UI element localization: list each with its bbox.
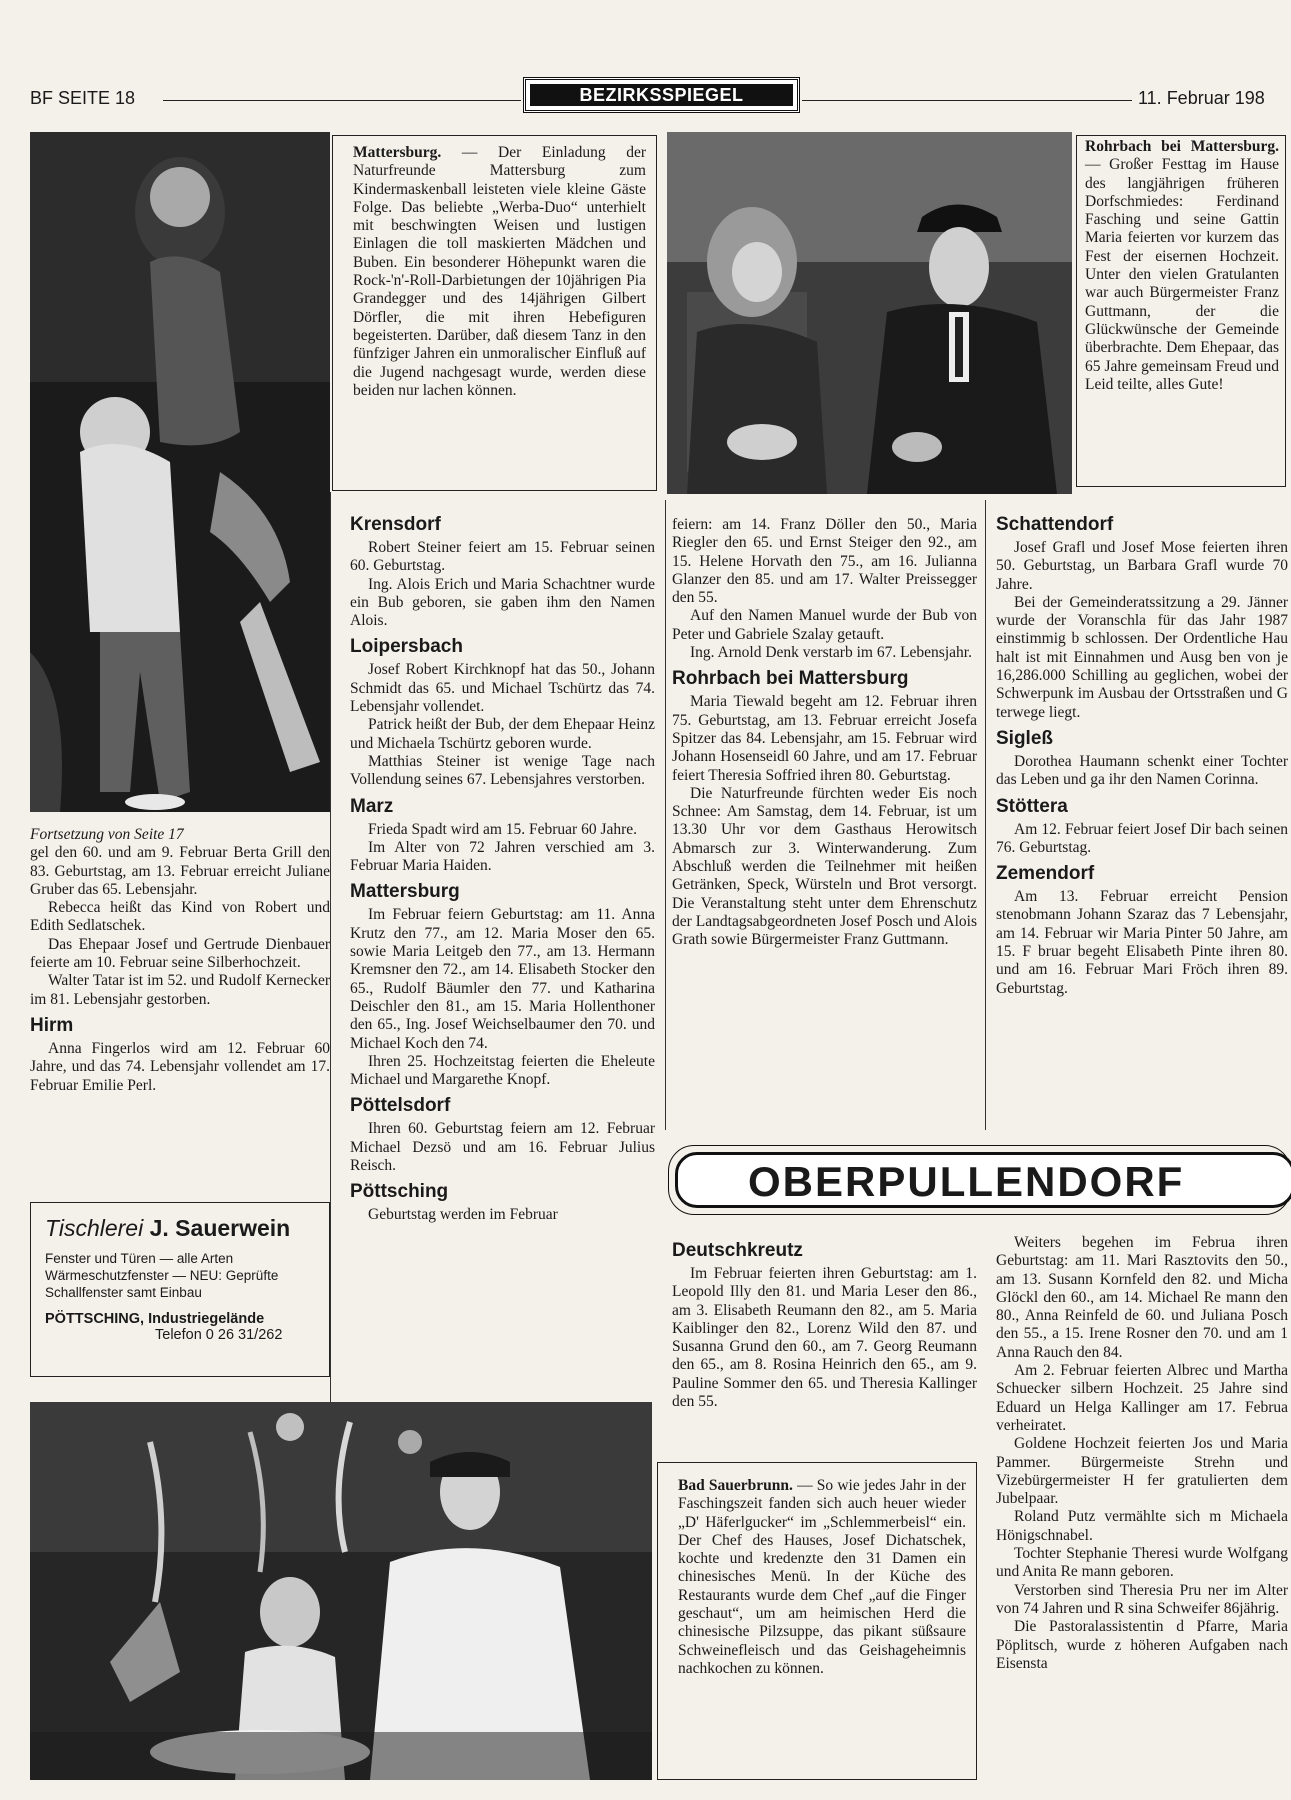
left-paragraph: Walter Tatar ist im 52. und Rudolf Kernecker im 81. Lebensjahr gestorben.	[30, 972, 330, 1008]
right-bottom-para: Goldene Hochzeit feierten Jos und Maria Pammer. Bürgermeiste Strehn und Vizebürgermeister H fer gratulierten dem Jubelpaar.	[996, 1435, 1288, 1508]
mattersburg-body: — Der Einladung der Naturfreunde Mattersburg zum Kindermaskenball leisteten viele kleine Gäste Folge. Das beliebte „Werba-Duo“ unterhielt mit beschwingten Weisen und lustigen Einlagen die toll maskierten Mädchen und Buben. Ein besonderer Höhepunkt waren die Rock-'n'-Roll-Darbietungen der 10jährigen Pia Grandegger und des 14jährigen Gilbert Dörfler, die mit ihren Hebefiguren begeisterten. Darüber, daß diesem Tanz in den fünfziger Jahren ein unmoralischer Einfluß auf die Jugend nachgesagt wurde, werden diese beiden nur lachen können.	[353, 144, 646, 399]
rohrbach-body: — Großer Festtag im Hause des langjährigen früheren Dorfschmiedes: Ferdinand Fasching und seine Gattin Maria feierten vor kurzem das Fest der eisernen Hochzeit. Unter den vielen Gratulanten war auch Bürgermeister Franz Guttmann, der die Glückwünsche der Gemeinde überbrachte. Dem Ehepaar, das 65 Jahre gemeinsam Freud und Leid teilte, alles Gute!	[1085, 156, 1279, 393]
heading-poettsching: Pöttsching	[350, 1181, 449, 1203]
heading-schattendorf: Schattendorf	[996, 514, 1114, 535]
mattersburg-lead: Mattersburg.	[353, 144, 442, 161]
ad-title-bold: J. Sauerwein	[149, 1215, 291, 1241]
region-banner: OBERPULLENDORF	[675, 1152, 1291, 1208]
right-bottom-para: Verstorben sind Theresia Pru ner im Alter von 74 Jahren und R sina Schweifer 86jährig.	[996, 1581, 1288, 1617]
deutschkreutz-text: Im Februar feierten ihren Geburtstag: am 1. Leopold Illy den 81. und Maria Leser den 86., am 3. Elisabeth Reumann den 82., am 5. Maria Kaiblinger den 82., Lorenz Wild den 87. und Susanna Grund den 60., am 7. Georg Reumann den 65., am 8. Rosina Heinrich den 65., am 9. Pauline Sommer den 65. und Theresia Kallinger den 55.	[672, 1265, 977, 1411]
poettsching-para: Geburtstag werden im Februar	[368, 1206, 558, 1224]
bad-sauerbrunn-body: — So wie jedes Jahr in der Faschingszeit fanden sich auch heuer wieder „D' Häferlgucker“ im „Schlemmerbeisl“ ein. Der Chef des Hauses, Josef Dichatschek, kochte und kredenzte den 31 Damen ein chinesisches Menü. In der Küche des Restaurants wurde dem Chef „auf die Finger geschaut“, um am heimischen Herd die chinesische Pilzsuppe, das pikant süßsaure Schweinefleisch und das Geishageheimnis nachkochen zu können.	[678, 1477, 966, 1677]
heading-mattersburg: Mattersburg	[350, 881, 460, 903]
column-divider	[985, 500, 986, 1130]
right-bottom-para: Weiters begehen im Februa ihren Geburtstag: am 11. Mari Rasztovits den 50., am 13. Susann Kornfeld den 82. und Micha Glöckl den 60., am 14. Michael Re mann den 80., Anna Reinfeld de 60. und Juliana Posch den 55., a 15. Irene Rosner den 70. und am 1 Anna Rauch den 84.	[996, 1234, 1288, 1361]
heading-deutschkreutz: Deutschkreutz	[672, 1240, 803, 1261]
mattersburg-para: Ihren 25. Hochzeitstag feierten die Eheleute Michael und Margarethe Knopf.	[350, 1052, 655, 1089]
heading-zemendorf: Zemendorf	[996, 863, 1095, 885]
rohrbach-para: Maria Tiewald begeht am 12. Februar ihren 75. Geburtstag, am 13. Februar erreicht Josefa Spitzer das 84. Lebensjahr, am 15. Februar wird Johann Hosenseidl 60 Jahre, und am 17. Februar feiert Theresia Soffried ihren 80. Geburtstag.	[672, 693, 977, 784]
right-bottom-para: Die Pastoralassistentin d Pfarre, Maria Pöplitsch, wurde z höheren Aufgaben nach Eisensta	[996, 1618, 1288, 1672]
mattersburg-masquerade-text	[353, 144, 646, 400]
header-rule-right	[802, 100, 1132, 101]
tischlerei-ad	[30, 1202, 330, 1377]
rohrbach-para: Die Naturfreunde fürchten weder Eis noch Schnee: Am Samstag, dem 14. Februar, ist um 13.30 Uhr vor dem Gasthaus Herowitsch Abmarsch zur 3. Winterwanderung. Zum Abschluß werden die Teilnehmer mit heißen Getränken, Speck, Würsteln und Brot versorgt. Die Veranstaltung steht unter dem Ehrenschutz der Landtagsabgeordneten Josef Posch und Alois Grath sowie Bürgermeister Franz Guttmann.	[672, 784, 977, 949]
zemendorf-para: Am 13. Februar erreicht Pension stenobmann Johann Szaraz das 7 Lebensjahr, am 14. Februar wir Maria Pinter 50 Jahre, am 15. F bruar begeht Elisabeth Pinte ihren 80. und am 16. Februar Mari Fröch ihren 89. Geburtstag.	[996, 888, 1288, 997]
bad-sauerbrunn-lead: Bad Sauerbrunn.	[678, 1477, 793, 1494]
section-banner	[523, 77, 800, 113]
bad-sauerbrunn-text	[678, 1477, 966, 1678]
third-intro: feiern: am 14. Franz Döller den 50., Maria Riegler den 65. und Ernst Steiger den 92., am 15. Helene Horvath den 75., am 16. Julianna Glanzer den 85. und am 17. Walter Preissegger den 55.	[672, 516, 977, 607]
middle-column	[350, 508, 655, 1225]
fourth-column	[996, 508, 1288, 998]
right-bottom-para: Roland Putz vermählte sich m Michaela Hönigschnabel.	[996, 1508, 1288, 1544]
heading-sigless: Sigleß	[996, 727, 1054, 749]
heading-loipersbach: Loipersbach	[350, 636, 463, 658]
region-banner-frame	[668, 1145, 1291, 1215]
ad-address: PÖTTSCHING, Industriegelände	[45, 1311, 265, 1327]
heading-hirm: Hirm	[30, 1014, 74, 1036]
bad-sauerbrunn-box	[657, 1462, 977, 1780]
chef-serving-photo	[30, 1402, 652, 1780]
right-bottom-para: Am 2. Februar feierten Albrec und Martha Schuecker silbern Hochzeit. 25 Jahre sind Eduard un Helga Kallinger am 17. Februa verheiratet.	[996, 1362, 1288, 1434]
loipersbach-para: Patrick heißt der Bub, der dem Ehepaar Heinz und Michaela Tschürtz geboren wurde.	[350, 716, 655, 752]
marz-para: Im Alter von 72 Jahren verschied am 3. Februar Maria Haiden.	[350, 838, 655, 875]
heading-rohrbach: Rohrbach bei Mattersburg	[672, 668, 909, 690]
continuation-note: Fortsetzung von Seite 17	[30, 826, 184, 843]
hirm-text: Anna Fingerlos wird am 12. Februar 60 Jahre, und das 74. Lebensjahr vollendet am 17. Februar Emilie Perl.	[30, 1039, 330, 1094]
dancing-couple-photo	[30, 132, 330, 812]
ad-title	[45, 1215, 315, 1242]
mattersburg-para: Im Februar feiern Geburtstag: am 11. Anna Krutz den 77., am 12. Maria Moser den 65. sowie Maria Leitgeb den 77., am 13. Hermann Kremsner den 72., am 14. Elisabeth Stocker den 65., Rudolf Bäumler den 77. und Katharina Deischler den 81., am 15. Maria Hollenthoner den 65., Ing. Josef Weichselbaumer den 70. und Michael Koch den 74.	[350, 906, 655, 1052]
heading-stoettera: Stöttera	[996, 795, 1068, 817]
loipersbach-para: Josef Robert Kirchknopf hat das 50., Johann Schmidt das 65. und Michael Tschürtz das 74. Lebensjahr vollendet.	[350, 661, 655, 716]
krensdorf-para: Ing. Alois Erich und Maria Schachtner wurde ein Bub geboren, sie gaben ihm den Namen Alois.	[350, 575, 655, 630]
elderly-couple-photo	[667, 132, 1072, 494]
heading-poettelsdorf: Pöttelsdorf	[350, 1095, 451, 1117]
ad-description: Fenster und Türen — alle Arten Wärmeschutzfenster — NEU: Geprüfte Schallfenster samt Einbau	[45, 1251, 279, 1300]
sigless-para: Dorothea Haumann schenkt einer Tochter das Leben und ga ihr den Namen Corinna.	[996, 752, 1288, 789]
third-para: Ing. Arnold Denk verstarb im 67. Lebensjahr.	[690, 644, 972, 662]
loipersbach-para: Matthias Steiner ist wenige Tage nach Vollendung seines 67. Lebensjahres verstorben.	[350, 752, 655, 789]
schattendorf-para: Josef Grafl und Josef Mose feierten ihren 50. Geburtstag, un Barbara Grafl wurde 70 Jahre.	[996, 539, 1288, 593]
page-number: BF SEITE 18	[30, 88, 136, 108]
schattendorf-para: Bei der Gemeinderatssitzung a 29. Jänner wurde der Voranschla für das Jahr 1987 einstimmig b schlossen. Der Ordentliche Hau halt ist mit Einnahmen und Ausg ben von je 16,286.000 Schilling au geglichen, wobei der Schwerpunk im Ausbau der Ortsstraßen und G terwege liegt.	[996, 593, 1288, 721]
third-column	[672, 516, 977, 950]
heading-krensdorf: Krensdorf	[350, 514, 441, 535]
poettelsdorf-para: Ihren 60. Geburtstag feiern am 12. Februar Michael Dezsö und am 16. Februar Julius Reisch.	[350, 1120, 655, 1175]
header-rule-left	[163, 100, 521, 101]
left-paragraph: Rebecca heißt das Kind von Robert und Edith Sedlatschek.	[30, 899, 330, 935]
left-column	[30, 826, 330, 1095]
krensdorf-para: Robert Steiner feiert am 15. Februar seinen 60. Geburtstag.	[350, 539, 655, 575]
rohrbach-jubilee-text	[1085, 138, 1279, 394]
left-paragraph: Das Ehepaar Josef und Gertrude Dienbauer feierte am 10. Februar seine Silberhochzeit.	[30, 935, 330, 972]
right-bottom-column	[996, 1234, 1288, 1779]
third-para: Auf den Namen Manuel wurde der Bub von Peter und Gabriele Szalay getauft.	[672, 607, 977, 643]
rohrbach-lead: Rohrbach bei Mattersburg.	[1085, 138, 1279, 155]
left-paragraph: gel den 60. und am 9. Februar Berta Grill den 83. Geburtstag, am 13. Februar erreicht Juliane Gruber das 65. Lebensjahr.	[30, 844, 330, 898]
stoettera-para: Am 12. Februar feiert Josef Dir bach seinen 76. Geburtstag.	[996, 820, 1288, 856]
deutschkreutz-column	[672, 1234, 977, 1411]
marz-para: Frieda Spadt wird am 15. Februar 60 Jahre.	[368, 820, 638, 838]
ad-phone: Telefon 0 26 31/262	[155, 1327, 283, 1343]
column-divider	[665, 500, 666, 1130]
heading-marz: Marz	[350, 795, 394, 817]
section-title: BEZIRKSSPIEGEL	[530, 84, 793, 106]
mattersburg-masquerade-box	[332, 135, 657, 491]
column-divider	[330, 492, 331, 1402]
rohrbach-jubilee-box	[1076, 135, 1286, 487]
right-bottom-para: Tochter Stephanie Theresi wurde Wolfgang und Anita Re mann geboren.	[996, 1545, 1288, 1581]
issue-date: 11. Februar 198	[1138, 88, 1265, 108]
ad-title-italic: Tischlerei	[45, 1215, 144, 1241]
